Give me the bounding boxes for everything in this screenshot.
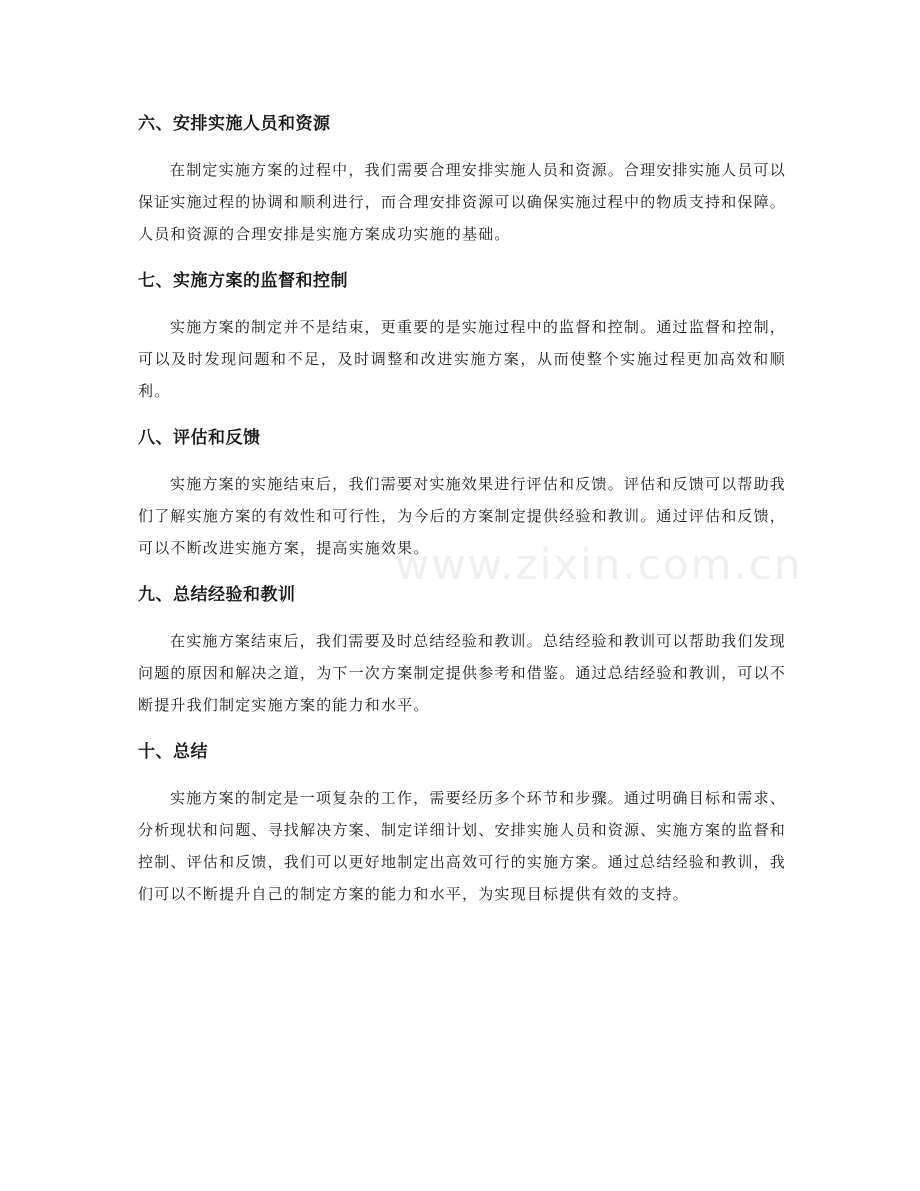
section-paragraph: 在制定实施方案的过程中，我们需要合理安排实施人员和资源。合理安排实施人员可以保证实施过程的协调和顺利进行，而合理安排资源可以确保实施过程中的物质支持和保障。人员和资源的合理安排是实施方案成功实施的基础。 xyxy=(138,161,787,243)
section-paragraph: 实施方案的实施结束后，我们需要对实施效果进行评估和反馈。评估和反馈可以帮助我们了解实施方案的有效性和可行性，为今后的方案制定提供经验和教训。通过评估和反馈，可以不断改进实施方案，提高实施效果。 xyxy=(138,475,787,557)
section-heading: 八、评估和反馈 xyxy=(138,428,261,448)
section-paragraph: 在实施方案结束后，我们需要及时总结经验和教训。总结经验和教训可以帮助我们发现问题的原因和解决之道，为下一次方案制定提供参考和借鉴。通过总结经验和教训，可以不断提升我们制定实施方案的能力和水平。 xyxy=(138,632,787,714)
section-summary xyxy=(138,733,786,910)
section-lessons-learned xyxy=(138,576,786,721)
section-supervision-control xyxy=(138,262,786,407)
watermark-text: www.zixin.com.cn xyxy=(395,540,803,589)
section-paragraph: 实施方案的制定并不是结束，更重要的是实施过程中的监督和控制。通过监督和控制，可以及时发现问题和不足，及时调整和改进实施方案，从而使整个实施过程更加高效和顺利。 xyxy=(138,318,786,400)
section-staffing-resources xyxy=(138,105,786,250)
section-paragraph: 实施方案的制定是一项复杂的工作，需要经历多个环节和步骤。通过明确目标和需求、分析现状和问题、寻找解决方案、制定详细计划、安排实施人员和资源、实施方案的监督和控制、评估和反馈，我们可以更好地制定出高效可行的实施方案。通过总结经验和教训，我们可以不断提升自己的制定方案的能力和水平，为实现目标提供有效的支持。 xyxy=(138,789,787,903)
section-heading: 十、总结 xyxy=(138,742,208,762)
document-content xyxy=(138,105,786,922)
section-heading: 六、安排实施人员和资源 xyxy=(138,114,331,134)
section-heading: 七、实施方案的监督和控制 xyxy=(138,271,348,291)
section-evaluation-feedback xyxy=(138,419,786,564)
section-heading: 九、总结经验和教训 xyxy=(138,585,296,605)
